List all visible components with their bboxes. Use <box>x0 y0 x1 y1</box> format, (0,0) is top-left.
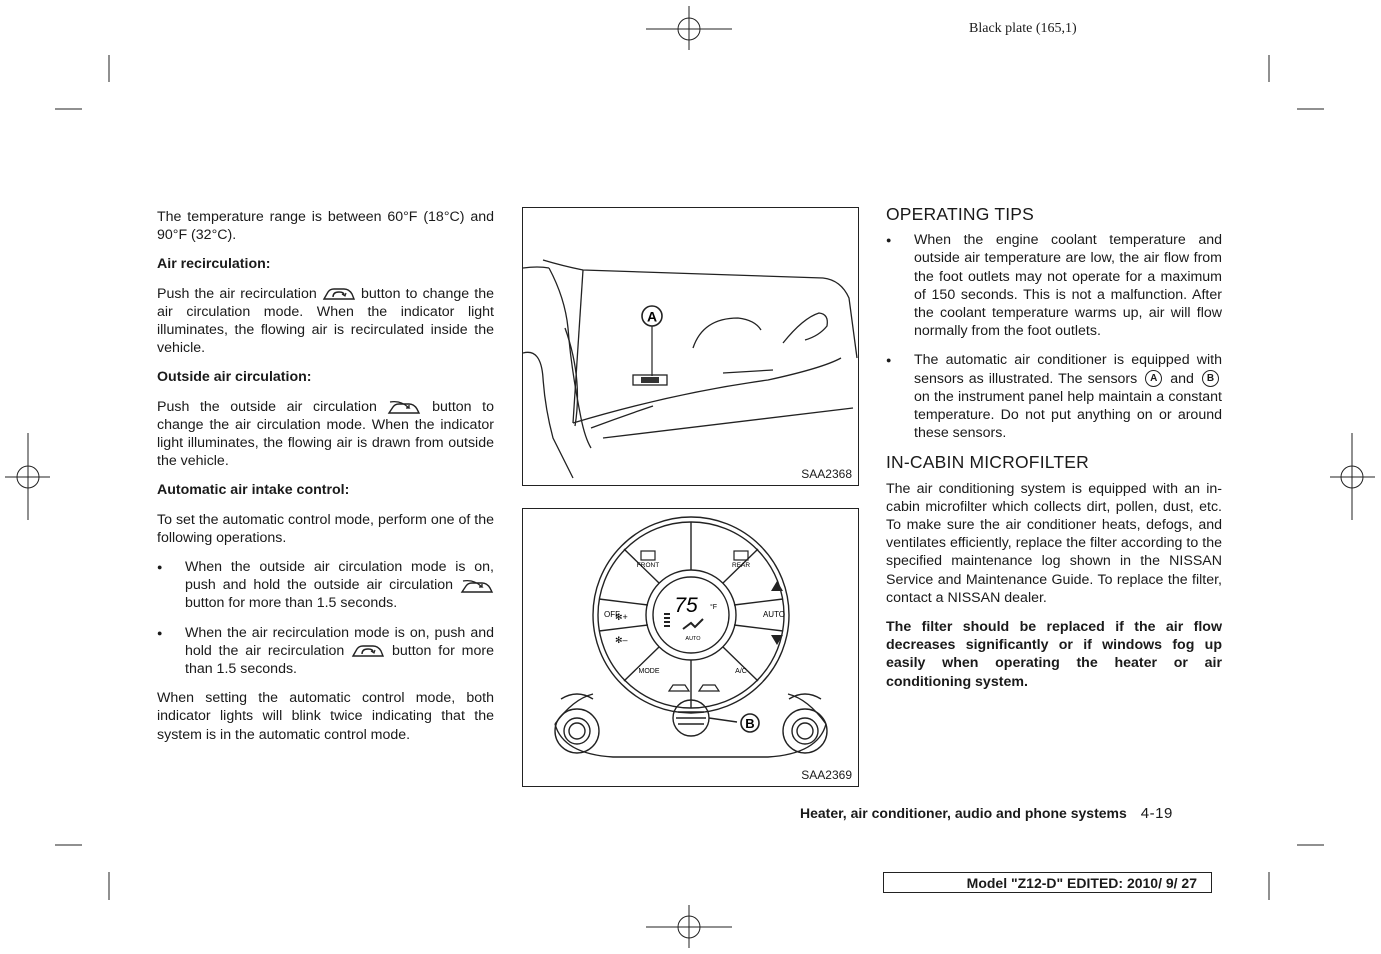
rear-label: REAR <box>731 562 751 569</box>
page-footer <box>800 805 1173 822</box>
sensor-marker-b: B <box>745 716 755 731</box>
air-recirculation-heading: Air recirculation: <box>157 256 271 273</box>
display-unit: °F <box>710 604 718 611</box>
display-airflow-icon <box>683 619 703 629</box>
temperature-range-text: The temperature range is between 60°F (18°C) and 90°F (32°C). <box>157 209 494 244</box>
front-defrost-icon <box>641 551 655 560</box>
automatic-intake-intro: To set the automatic control mode, perform one of the following operations. <box>157 511 494 546</box>
operating-tip-2: ● The automatic air conditioner is equipped with sensors as illustrated. The sensors A and B on the instrument panel help maintain a constant temperature. Do not put anything on or around these sensors. <box>886 351 1222 442</box>
mode-label: MODE <box>638 668 660 675</box>
left-column <box>157 208 494 755</box>
ac-label: A/C <box>735 668 747 675</box>
microfilter-warning: The filter should be replaced if the air flow decreases significantly or if windows fog up easily when operating the heater or air conditioning system. <box>886 619 1222 690</box>
figure-code-saa2369: SAA2369 <box>801 768 852 782</box>
figure-code-saa2368: SAA2368 <box>801 467 852 481</box>
microfilter-text: The air conditioning system is equipped with an in-cabin microfilter which collects dirt, pollen, dust, etc. To make sure the air conditioner heats, defogs, and ventilates efficiently, replace the filter according to the specified maintenance log shown in the NISSAN Service and Maintenance Guide. To replace the filter, contact a NISSAN dealer. <box>886 480 1222 606</box>
outside-air-heading: Outside air circulation: <box>157 369 312 386</box>
outside-air-icon <box>387 399 421 415</box>
automatic-intake-bullet-2: ● When the air recirculation mode is on, push and hold the air recirculation button for more than 1.5 seconds. <box>157 624 494 679</box>
fan-down-icon: ✻– <box>615 635 628 645</box>
microfilter-heading: IN-CABIN MICROFILTER <box>886 452 1089 473</box>
air-recirculation-text: Push the air recirculation button to change the air circulation mode. When the indicator light illuminates, the flowing air is recirculated inside the vehicle. <box>157 285 494 357</box>
model-edit-box: Model "Z12-D" EDITED: 2010/ 9/ 27 <box>883 872 1212 893</box>
fan-up-icon: ✻+ <box>615 612 628 622</box>
sensor-b-icon: B <box>1202 370 1219 387</box>
figure-control-panel <box>522 508 859 787</box>
automatic-mode-note: When setting the automatic control mode, both indicator lights will blink twice indicating that the system is in the automatic control mode. <box>157 690 494 743</box>
recirculation-icon <box>351 643 385 659</box>
operating-tip-1: ● When the engine coolant temperature and outside air temperature are low, the air flow from the foot outlets may not operate for a maximum of 150 seconds. This is not a malfunction. After the coolant temperature warms up, air will flow normally from the foot outlets. <box>886 231 1222 340</box>
sensor-a-icon: A <box>1145 370 1162 387</box>
page-number: 4-19 <box>1140 805 1173 822</box>
outside-air-text: Push the outside air circulation button to change the air circulation mode. When the indicator light illuminates, the flowing air is drawn from outside the vehicle. <box>157 398 494 470</box>
windshield-illustration <box>523 208 858 485</box>
plate-label: Black plate (165,1) <box>969 21 1077 36</box>
display-temperature: 75 <box>674 594 698 617</box>
automatic-intake-heading: Automatic air intake control: <box>157 482 350 499</box>
outside-air-icon <box>460 578 494 594</box>
right-column <box>886 205 1222 702</box>
figure-windshield-sensor <box>522 207 859 486</box>
auto-label: AUTO <box>762 610 786 619</box>
display-fan-bars <box>664 613 670 627</box>
section-title: Heater, air conditioner, audio and phone systems <box>800 805 1127 821</box>
off-label: OFF <box>604 610 620 619</box>
recirculation-icon <box>322 286 356 302</box>
operating-tips-heading: OPERATING TIPS <box>886 204 1035 224</box>
rear-defrost-icon <box>734 551 748 560</box>
intake-mode-icons <box>669 685 719 691</box>
display-auto: AUTO <box>685 636 701 642</box>
control-panel-illustration <box>523 509 858 786</box>
front-label: FRONT <box>636 562 660 569</box>
automatic-intake-bullet-1: ● When the outside air circulation mode is on, push and hold the outside air circulation button for more than 1.5 seconds. <box>157 558 494 613</box>
sensor-marker-a: A <box>646 308 658 325</box>
